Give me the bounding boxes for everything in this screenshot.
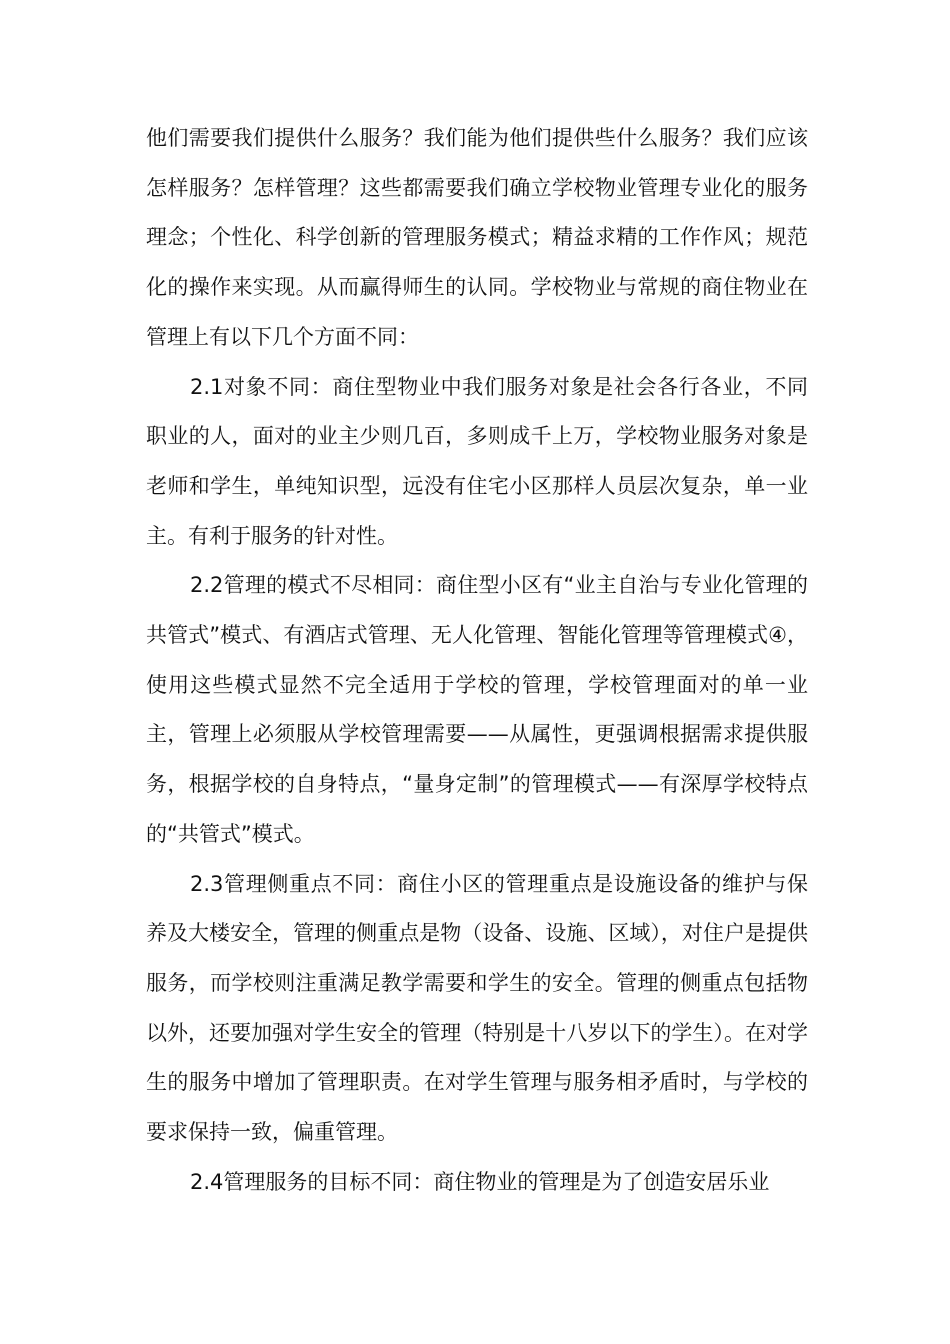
paragraph-text: 管理的模式不尽相同：商住型小区有“业主自治与专业化管理的共管式”模式、有酒店式管理、无人化管理、智能化管理等管理模式④，使用这些模式显然不完全适用于学校的管理，学校管理面对的单一业主，管理上必须服从学校管理需要——从属性，更强调根据需求提供服务，根据学校的自身特点，“量身定制”的管理模式——有深厚学校特点的“共管式”模式。 (146, 573, 808, 846)
paragraph-intro (146, 114, 808, 363)
paragraph-text: 管理服务的目标不同：商住物业的管理是为了创造安居乐业 (223, 1169, 770, 1194)
document-page (146, 114, 808, 1207)
paragraph-2-3 (146, 860, 808, 1158)
paragraph-text: 对象不同：商住型物业中我们服务对象是社会各行各业，不同职业的人，面对的业主少则几百，多则成千上万，学校物业服务对象是老师和学生，单纯知识型，远没有住宅小区那样人员层次复杂，单一业主。有利于服务的针对性。 (146, 374, 808, 548)
paragraph-text: 管理侧重点不同：商住小区的管理重点是设施设备的维护与保养及大楼安全，管理的侧重点是物（设备、设施、区域），对住户是提供服务，而学校则注重满足教学需要和学生的安全。管理的侧重点包括物以外，还要加强对学生安全的管理（特别是十八岁以下的学生）。在对学生的服务中增加了管理职责。在对学生管理与服务相矛盾时，与学校的要求保持一致，偏重管理。 (146, 871, 808, 1145)
paragraph-2-2 (146, 561, 808, 859)
paragraph-2-4 (146, 1158, 808, 1208)
section-number: 2.4 (190, 1169, 224, 1194)
section-number: 2.1 (190, 374, 224, 399)
section-number: 2.2 (190, 573, 224, 598)
section-number: 2.3 (190, 871, 224, 896)
paragraph-2-1 (146, 363, 808, 562)
paragraph-text: 他们需要我们提供什么服务？我们能为他们提供些什么服务？我们应该怎样服务？怎样管理？这些都需要我们确立学校物业管理专业化的服务理念；个性化、科学创新的管理服务模式；精益求精的工作作风；规范化的操作来实现。从而赢得师生的认同。学校物业与常规的商住物业在管理上有以下几个方面不同： (146, 126, 808, 349)
